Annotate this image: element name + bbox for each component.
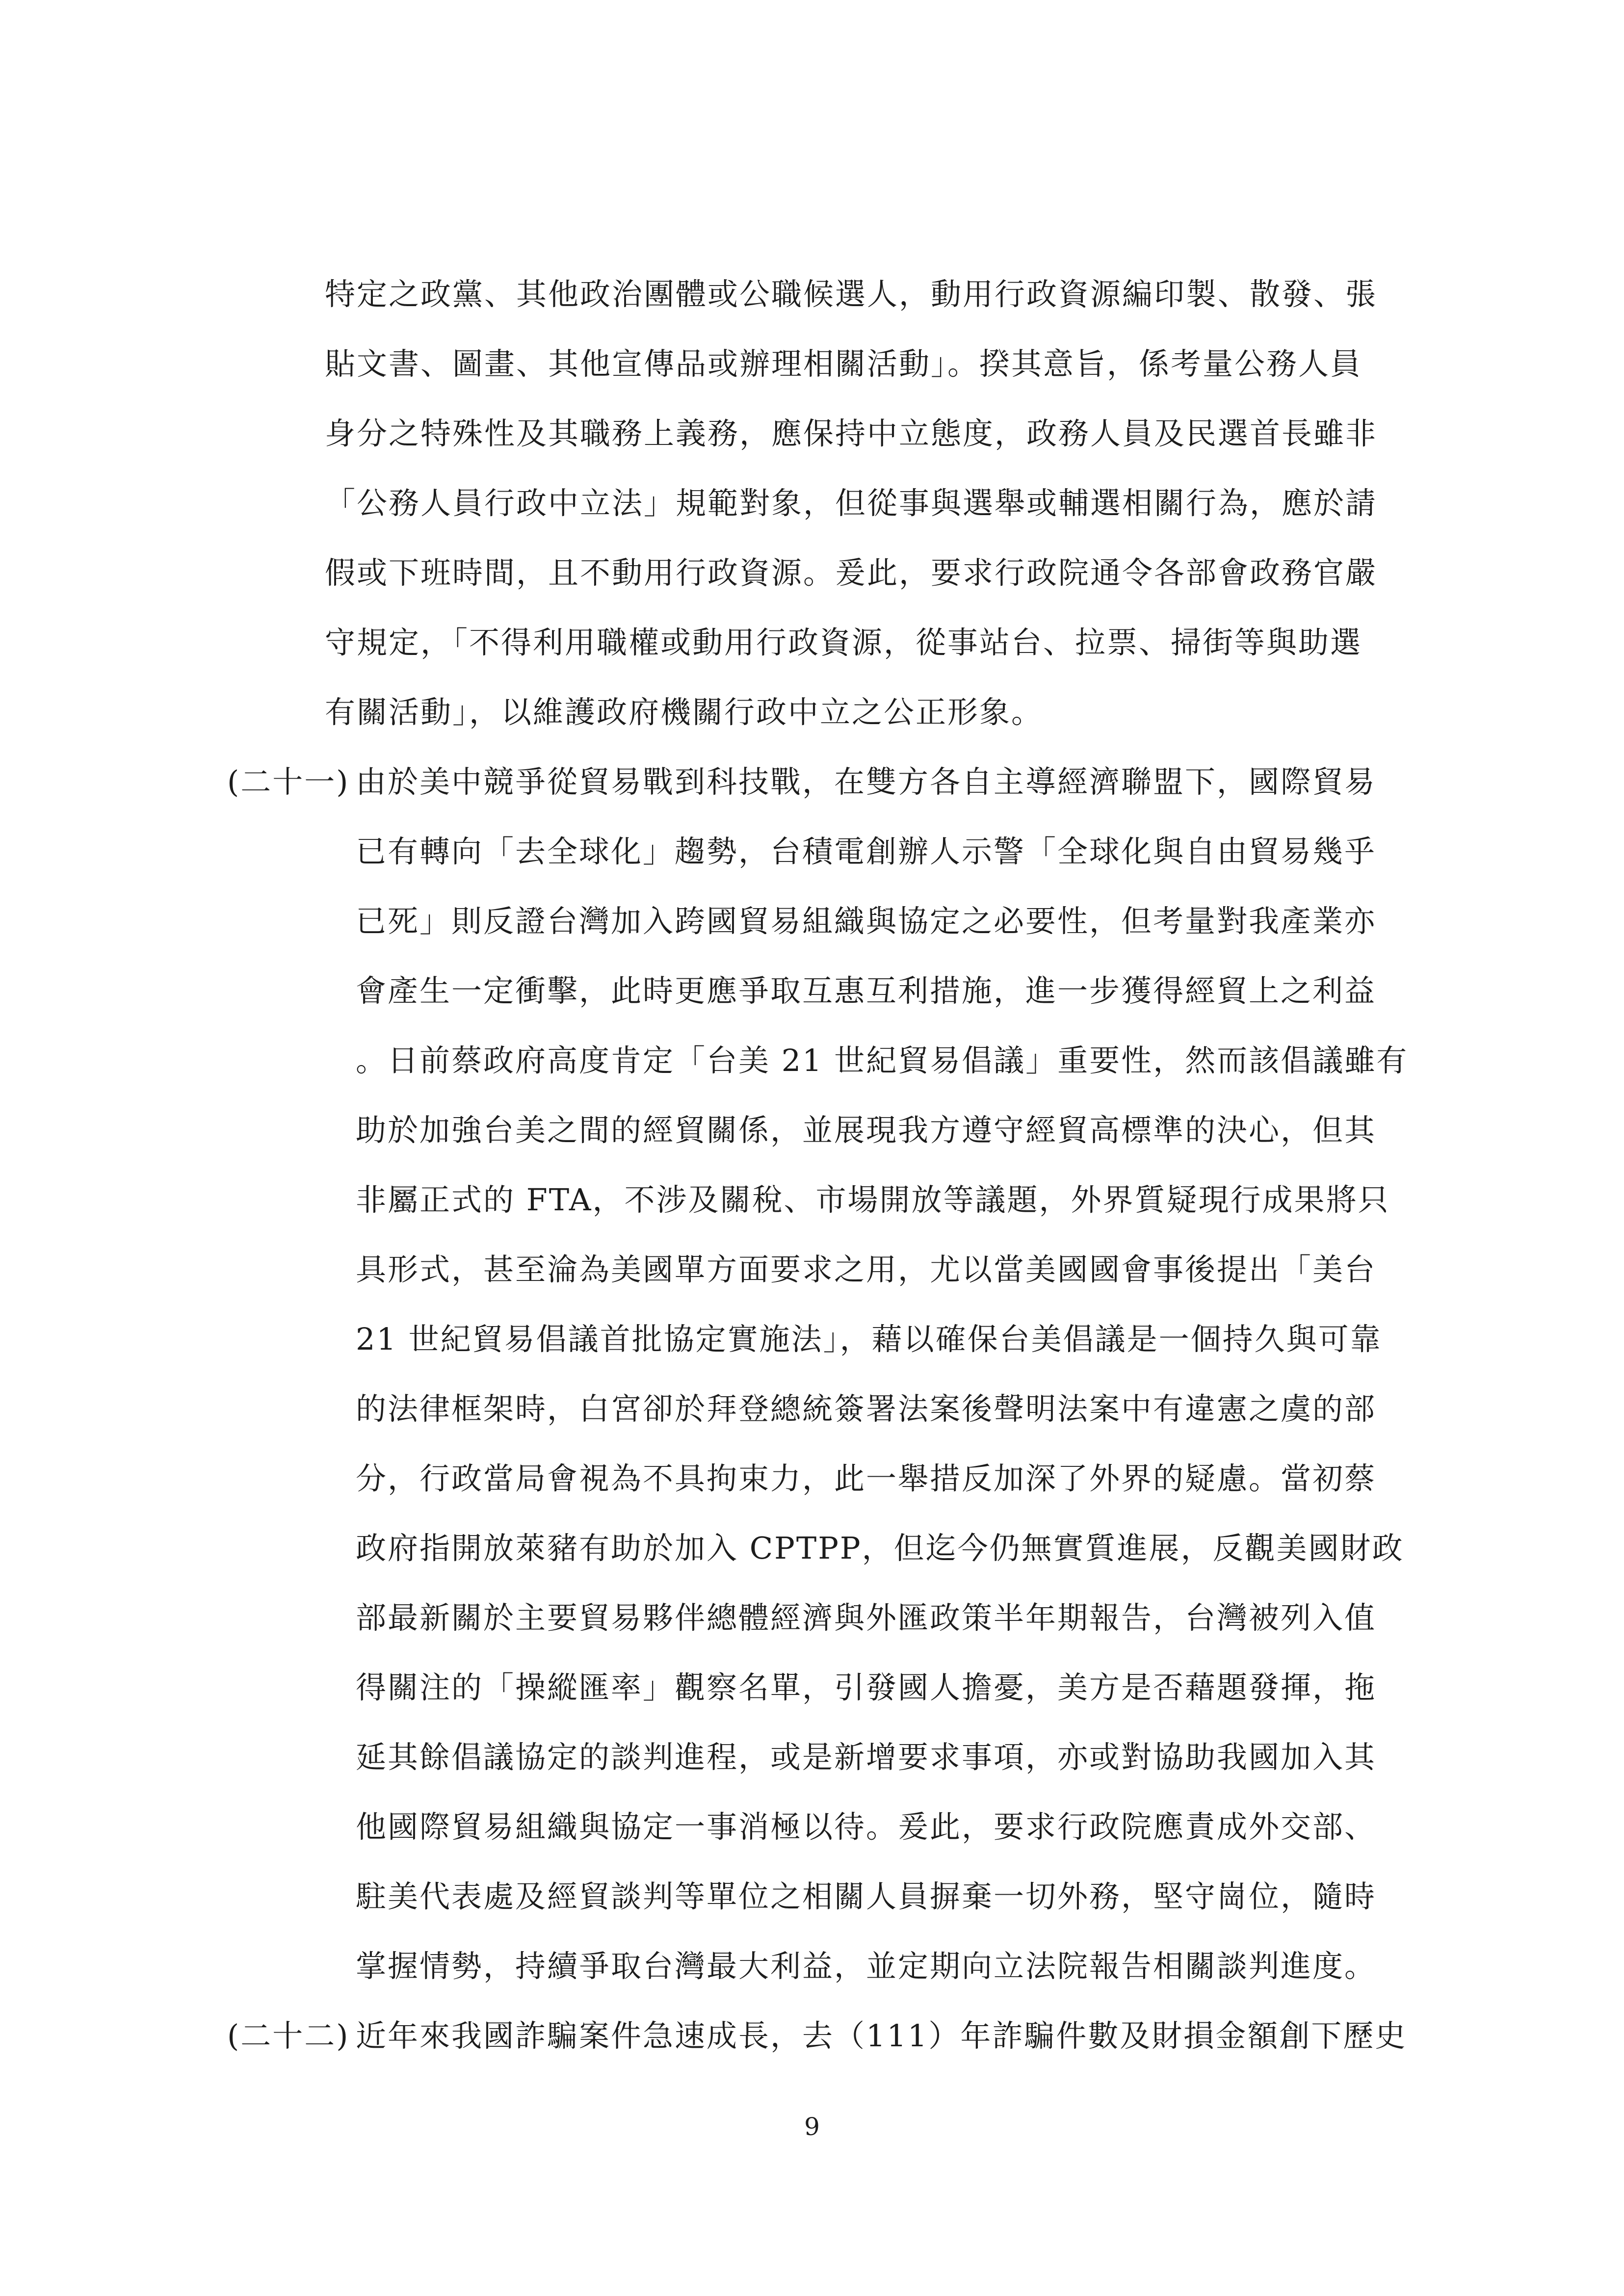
paragraph-line: 有關活動」，以維護政府機關行政中立之公正形象。	[325, 694, 1044, 730]
item-22-label: (二十二)	[227, 2018, 350, 2054]
page-number: 9	[804, 2113, 820, 2141]
item-21-line: 助於加強台美之間的經貿關係，並展現我方遵守經貿高標準的決心，但其	[356, 1112, 1377, 1148]
item-21-line: 21 世紀貿易倡議首批協定實施法」，藉以確保台美倡議是一個持久與可靠	[356, 1321, 1382, 1357]
item-21-first-line: 由於美中競爭從貿易戰到科技戰，在雙方各自主導經濟聯盟下，國際貿易	[356, 764, 1377, 800]
paragraph-line: 特定之政黨、其他政治團體或公職候選人，動用行政資源編印製、散發、張	[325, 276, 1378, 312]
item-21-line: 已有轉向「去全球化」趨勢，台積電創辦人示警「全球化與自由貿易幾乎	[356, 834, 1377, 869]
item-21-line: 的法律框架時，白宮卻於拜登總統簽署法案後聲明法案中有違憲之虞的部	[356, 1391, 1377, 1427]
item-22-first-line: 近年來我國詐騙案件急速成長，去（111）年詐騙件數及財損金額創下歷史	[356, 2018, 1407, 2054]
paragraph-line: 身分之特殊性及其職務上義務，應保持中立態度，政務人員及民選首長雖非	[325, 416, 1378, 451]
item-21-line: 。日前蔡政府高度肯定「台美 21 世紀貿易倡議」重要性，然而該倡議雖有	[356, 1043, 1409, 1078]
item-21-line: 非屬正式的 FTA，不涉及關稅、市場開放等議題，外界質疑現行成果將只	[356, 1182, 1390, 1218]
item-21-line: 已死」則反證台灣加入跨國貿易組織與協定之必要性，但考量對我產業亦	[356, 903, 1377, 939]
item-21-line: 政府指開放萊豬有助於加入 CPTPP，但迄今仍無實質進展，反觀美國財政	[356, 1530, 1404, 1566]
paragraph-line: 「公務人員行政中立法」規範對象，但從事與選舉或輔選相關行為，應於請	[325, 485, 1378, 521]
paragraph-line: 守規定，「不得利用職權或動用行政資源，從事站台、拉票、掃街等與助選	[325, 625, 1362, 660]
item-21-line: 延其餘倡議協定的談判進程，或是新增要求事項，亦或對協助我國加入其	[356, 1739, 1377, 1775]
item-21-line: 具形式，甚至淪為美國單方面要求之用，尤以當美國國會事後提出「美台	[356, 1252, 1377, 1287]
item-21-label: (二十一)	[227, 764, 350, 800]
paragraph-line: 貼文書、圖畫、其他宣傳品或辦理相關活動」。揆其意旨，係考量公務人員	[325, 346, 1362, 382]
item-21-line: 部最新關於主要貿易夥伴總體經濟與外匯政策半年期報告，台灣被列入值	[356, 1600, 1377, 1636]
item-21-line: 駐美代表處及經貿談判等單位之相關人員摒棄一切外務，堅守崗位，隨時	[356, 1879, 1377, 1914]
item-21-line: 分，行政當局會視為不具拘束力，此一舉措反加深了外界的疑慮。當初蔡	[356, 1461, 1377, 1496]
paragraph-line: 假或下班時間，且不動用行政資源。爰此，要求行政院通令各部會政務官嚴	[325, 555, 1378, 591]
item-21-line: 會產生一定衝擊，此時更應爭取互惠互利措施，進一步獲得經貿上之利益	[356, 973, 1377, 1009]
item-21-line: 得關注的「操縱匯率」觀察名單，引發國人擔憂，美方是否藉題發揮，拖	[356, 1670, 1377, 1705]
item-21-line: 他國際貿易組織與協定一事消極以待。爰此，要求行政院應責成外交部、	[356, 1809, 1377, 1845]
item-21-line: 掌握情勢，持續爭取台灣最大利益，並定期向立法院報告相關談判進度。	[356, 1948, 1377, 1984]
